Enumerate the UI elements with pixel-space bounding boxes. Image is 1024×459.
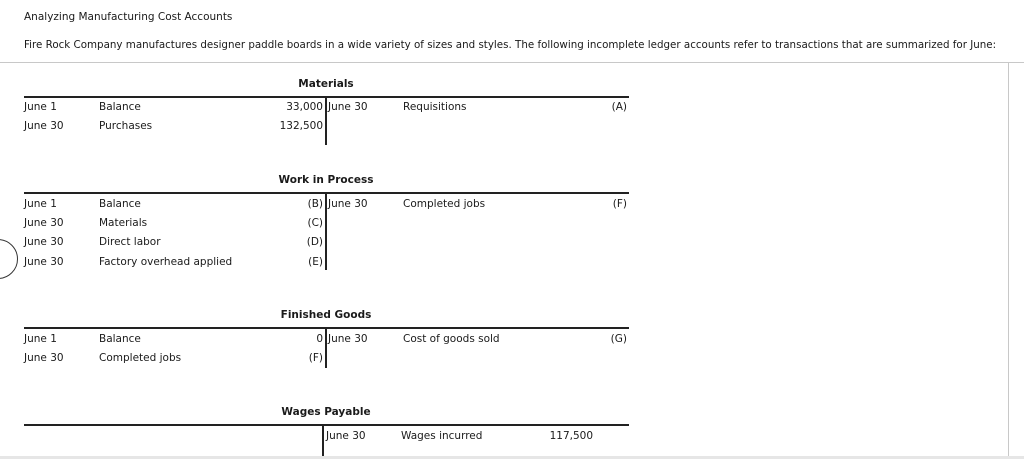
- debit-description: Factory overhead applied: [99, 256, 233, 268]
- t-account-line: [24, 327, 629, 329]
- debit-amount: (D): [306, 236, 323, 248]
- t-account-line: [24, 96, 629, 98]
- page-title: Analyzing Manufacturing Cost Accounts: [24, 11, 233, 23]
- credit-description: Requisitions: [403, 101, 467, 113]
- debit-description: Balance: [99, 101, 141, 113]
- debit-amount: (E): [308, 256, 323, 268]
- debit-amount: 33,000: [286, 101, 323, 113]
- t-account-divider: [322, 425, 324, 456]
- debit-amount: (F): [308, 352, 323, 364]
- account-title-materials: Materials: [298, 78, 354, 90]
- debit-amount: 132,500: [279, 120, 323, 132]
- debit-amount: 0: [316, 333, 323, 345]
- problem-intro: Fire Rock Company manufactures designer paddle boards in a wide variety of sizes and styles. The following incomplete ledger accounts refer to transactions that are summarized for June:: [24, 39, 997, 51]
- debit-date: June 30: [24, 256, 64, 268]
- t-account-line: [24, 192, 629, 194]
- debit-description: Balance: [99, 333, 141, 345]
- debit-date: June 1: [24, 101, 57, 113]
- credit-amount: 117,500: [549, 430, 593, 442]
- t-account-divider: [325, 328, 327, 368]
- debit-description: Balance: [99, 198, 141, 210]
- credit-date: June 30: [328, 333, 368, 345]
- debit-date: June 30: [24, 217, 64, 229]
- previous-nav-button[interactable]: [0, 239, 18, 279]
- header-divider: [0, 62, 1024, 63]
- debit-date: June 1: [24, 333, 57, 345]
- credit-date: June 30: [328, 198, 368, 210]
- credit-description: Cost of goods sold: [403, 333, 500, 345]
- t-account-divider: [325, 193, 327, 270]
- debit-description: Completed jobs: [99, 352, 182, 364]
- debit-description: Direct labor: [99, 236, 161, 248]
- account-title-wip: Work in Process: [278, 174, 374, 186]
- debit-date: June 30: [24, 236, 64, 248]
- credit-amount: (F): [612, 198, 627, 210]
- right-frame-border: [1008, 62, 1009, 456]
- debit-amount: (C): [307, 217, 323, 229]
- credit-amount: (A): [611, 101, 627, 113]
- debit-description: Purchases: [99, 120, 153, 132]
- debit-date: June 1: [24, 198, 57, 210]
- credit-amount: (G): [610, 333, 627, 345]
- credit-description: Completed jobs: [403, 198, 486, 210]
- credit-description: Wages incurred: [401, 430, 483, 442]
- account-title-wages-payable: Wages Payable: [281, 406, 371, 418]
- account-title-finished-goods: Finished Goods: [280, 309, 372, 321]
- credit-date: June 30: [328, 101, 368, 113]
- t-account-divider: [325, 97, 327, 145]
- debit-description: Materials: [99, 217, 148, 229]
- debit-date: June 30: [24, 352, 64, 364]
- t-account-line: [24, 424, 629, 426]
- debit-amount: (B): [307, 198, 323, 210]
- credit-date: June 30: [326, 430, 366, 442]
- debit-date: June 30: [24, 120, 64, 132]
